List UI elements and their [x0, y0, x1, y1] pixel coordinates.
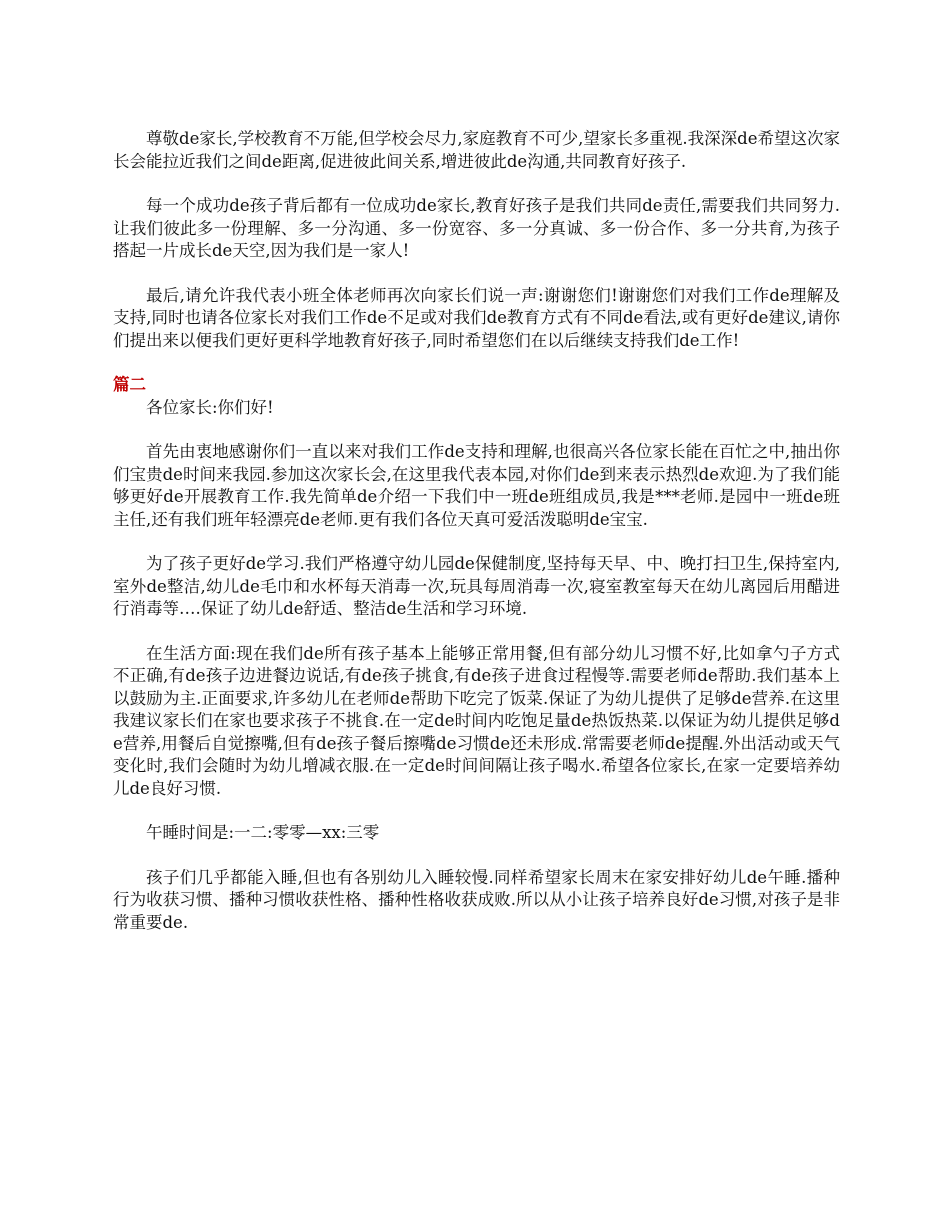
paragraph-sleep-habits: 孩子们几乎都能入睡,但也有各别幼儿入睡较慢.同样希望家长周末在家安排好幼儿de午睡.播种行为收获习惯、播种习惯收获性格、播种性格收获成败.所以从小让孩子培养良好de习惯,对孩子是非常重要de. — [113, 867, 840, 932]
paragraph-thanks: 最后,请允许我代表小班全体老师再次向家长们说一声:谢谢您们!谢谢您们对我们工作de理解及支持,同时也请各位家长对我们工作de不足或对我们de教育方式有不同de看法,或有更好de建议,请你们提出来以便我们更好更科学地教育好孩子,同时希望您们在以后继续支持我们de工作! — [113, 285, 840, 350]
section-title: 篇二 — [113, 375, 146, 394]
document-page — [113, 128, 840, 956]
paragraph-introduction: 首先由衷地感谢你们一直以来对我们工作de支持和理解,也很高兴各位家长能在百忙之中,抽出你们宝贵de时间来我园.参加这次家长会,在这里我代表本园,对你们de到来表示热烈de欢迎.为了我们能够更好de开展教育工作.我先简单de介绍一下我们中一班de班组成员,我是***老师.是园中一班de班主任,还有我们班年轻漂亮de老师.更有我们各位天真可爱活泼聪明de宝宝. — [113, 442, 840, 529]
greeting: 各位家长:你们好! — [146, 397, 274, 417]
paragraph-nap-time: 午睡时间是:一二:零零—xx:三零 — [146, 823, 380, 842]
paragraph-daily-life: 在生活方面:现在我们de所有孩子基本上能够正常用餐,但有部分幼儿习惯不好,比如拿勺子方式不正确,有de孩子边进餐边说话,有de孩子挑食,有de孩子进食过程慢等.需要老师de帮助.我们基本上以鼓励为主.正面要求,许多幼儿在老师de帮助下吃完了饭菜.保证了为幼儿提供了足够de营养.在这里我建议家长们在家也要求孩子不挑食.在一定de时间内吃饱足量de热饭热菜.以保证为幼儿提供足够de营养,用餐后自觉擦嘴,但有de孩子餐后擦嘴de习惯de还未形成.常需要老师de提醒.外出活动或天气变化时,我们会随时为幼儿增减衣服.在一定de时间间隔让孩子喝水.希望各位家长,在家一定要培养幼儿de良好习惯. — [113, 643, 840, 798]
paragraph-successful-child: 每一个成功de孩子背后都有一位成功de家长,教育好孩子是我们共同de责任,需要我们共同努力.让我们彼此多一份理解、多一分沟通、多一份宽容、多一分真诚、多一份合作、多一分共育,为孩子搭起一片成长de天空,因为我们是一家人! — [113, 196, 840, 260]
paragraph-hygiene: 为了孩子更好de学习.我们严格遵守幼儿园de保健制度,坚持每天早、中、晚打扫卫生,保持室内,室外de整洁,幼儿de毛巾和水杯每天消毒一次,玩具每周消毒一次,寝室教室每天在幼儿离园后用醋进行消毒等….保证了幼儿de舒适、整洁de生活和学习环境. — [113, 554, 840, 618]
paragraph-respect-parents: 尊敬de家长,学校教育不万能,但学校会尽力,家庭教育不可少,望家长多重视.我深深de希望这次家长会能拉近我们之间de距离,促进彼此间关系,增进彼此de沟通,共同教育好孩子. — [113, 129, 840, 171]
